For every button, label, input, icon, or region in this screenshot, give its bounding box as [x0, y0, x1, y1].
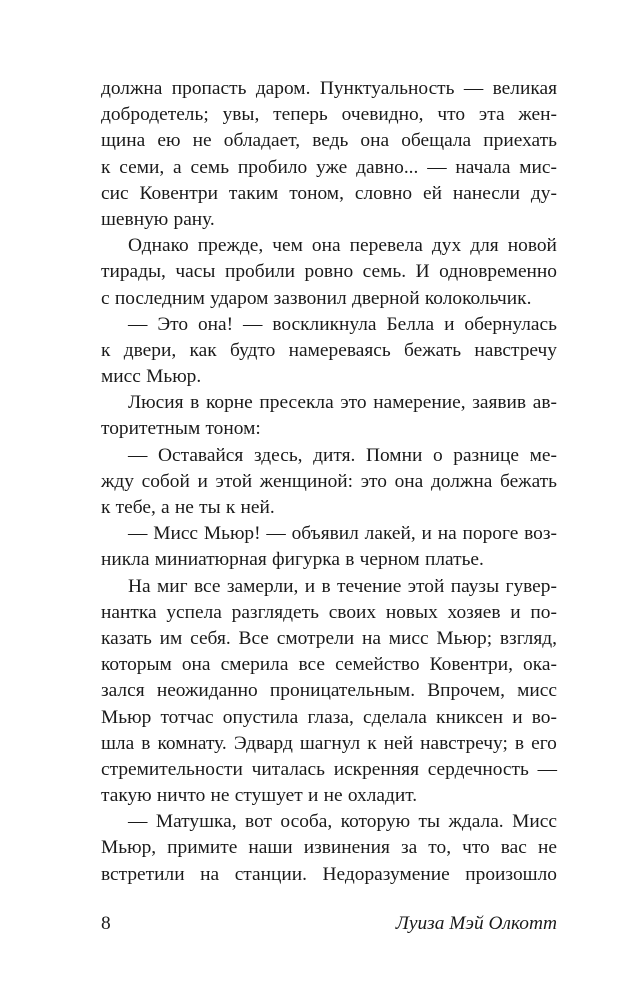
text-line: к двери, как будто намереваясь бежать навстречу: [101, 339, 557, 361]
text-line: к семи, а семь пробило уже давно... — начала мис-: [101, 156, 557, 178]
text-line: встретили на станции. Недоразумение произошло: [101, 863, 557, 885]
text-line: шла в комнату. Эдвард шагнул к ней навстречу; в его: [101, 732, 557, 754]
text-line: казать им себя. Все смотрели на мисс Мьюр; взгляд,: [101, 627, 557, 649]
text-line: На миг все замерли, и в течение этой паузы гувер-: [128, 575, 557, 597]
paragraph: [101, 76, 557, 233]
text-line: шевную рану.: [101, 208, 215, 230]
text-line: должна пропасть даром. Пунктуальность — великая: [101, 78, 557, 99]
text-line: Люсия в корне пресекла это намерение, заявив ав-: [128, 392, 557, 414]
paragraph: [101, 809, 557, 888]
text-line: Однако прежде, чем она перевела дух для новой: [128, 235, 557, 257]
text-line: к тебе, а не ты к ней.: [101, 497, 275, 518]
text-line: — Мисс Мьюр! — объявил лакей, и на пороге воз-: [128, 523, 557, 545]
text-line: тирады, часы пробили ровно семь. И одновременно: [101, 261, 557, 283]
text-line: такую ничто не стушует и не охладит.: [101, 785, 418, 807]
text-line: Мьюр тотчас опустила глаза, сделала книксен и во-: [101, 706, 557, 728]
paragraph: [101, 521, 557, 573]
text-line: торитетным тоном:: [101, 418, 261, 440]
text-line: щина ею не обладает, ведь она обещала приехать: [101, 130, 557, 152]
page-body: [101, 76, 557, 888]
text-line: зался неожиданно проницательным. Впрочем, мисс: [101, 680, 557, 702]
paragraph: [101, 443, 557, 522]
text-line: стремительности читалась искренняя сердечность —: [101, 758, 557, 780]
paragraph: [101, 312, 557, 391]
text-line: — Матушка, вот особа, которую ты ждала. Мисс: [128, 811, 557, 833]
page-number: 8: [101, 913, 111, 934]
paragraph: [101, 390, 557, 442]
paragraph: [101, 574, 557, 810]
text-line: нантка успела разглядеть своих новых хозяев и по-: [101, 601, 557, 623]
page-footer: [101, 910, 557, 938]
text-line: — Это она! — воскликнула Белла и обернулась: [128, 313, 557, 335]
text-line: жду собой и этой женщиной: это она должна бежать: [101, 470, 557, 492]
text-line: никла миниатюрная фигурка в черном платье.: [101, 549, 484, 571]
text-line: которым она смерила все семейство Ковентри, ока-: [101, 654, 557, 676]
text-line: Мьюр, примите наши извинения за то, что вас не: [101, 837, 557, 859]
text-line: — Оставайся здесь, дитя. Помни о разнице ме-: [128, 444, 557, 466]
paragraph: [101, 233, 557, 312]
text-line: сис Ковентри таким тоном, словно ей нанесли ду-: [101, 182, 557, 204]
text-line: добродетель; увы, теперь очевидно, что эта жен-: [101, 104, 557, 126]
text-line: мисс Мьюр.: [101, 366, 202, 388]
text-line: с последним ударом зазвонил дверной колокольчик.: [101, 287, 532, 309]
running-footer-author: Луиза Мэй Олкотт: [395, 913, 557, 934]
